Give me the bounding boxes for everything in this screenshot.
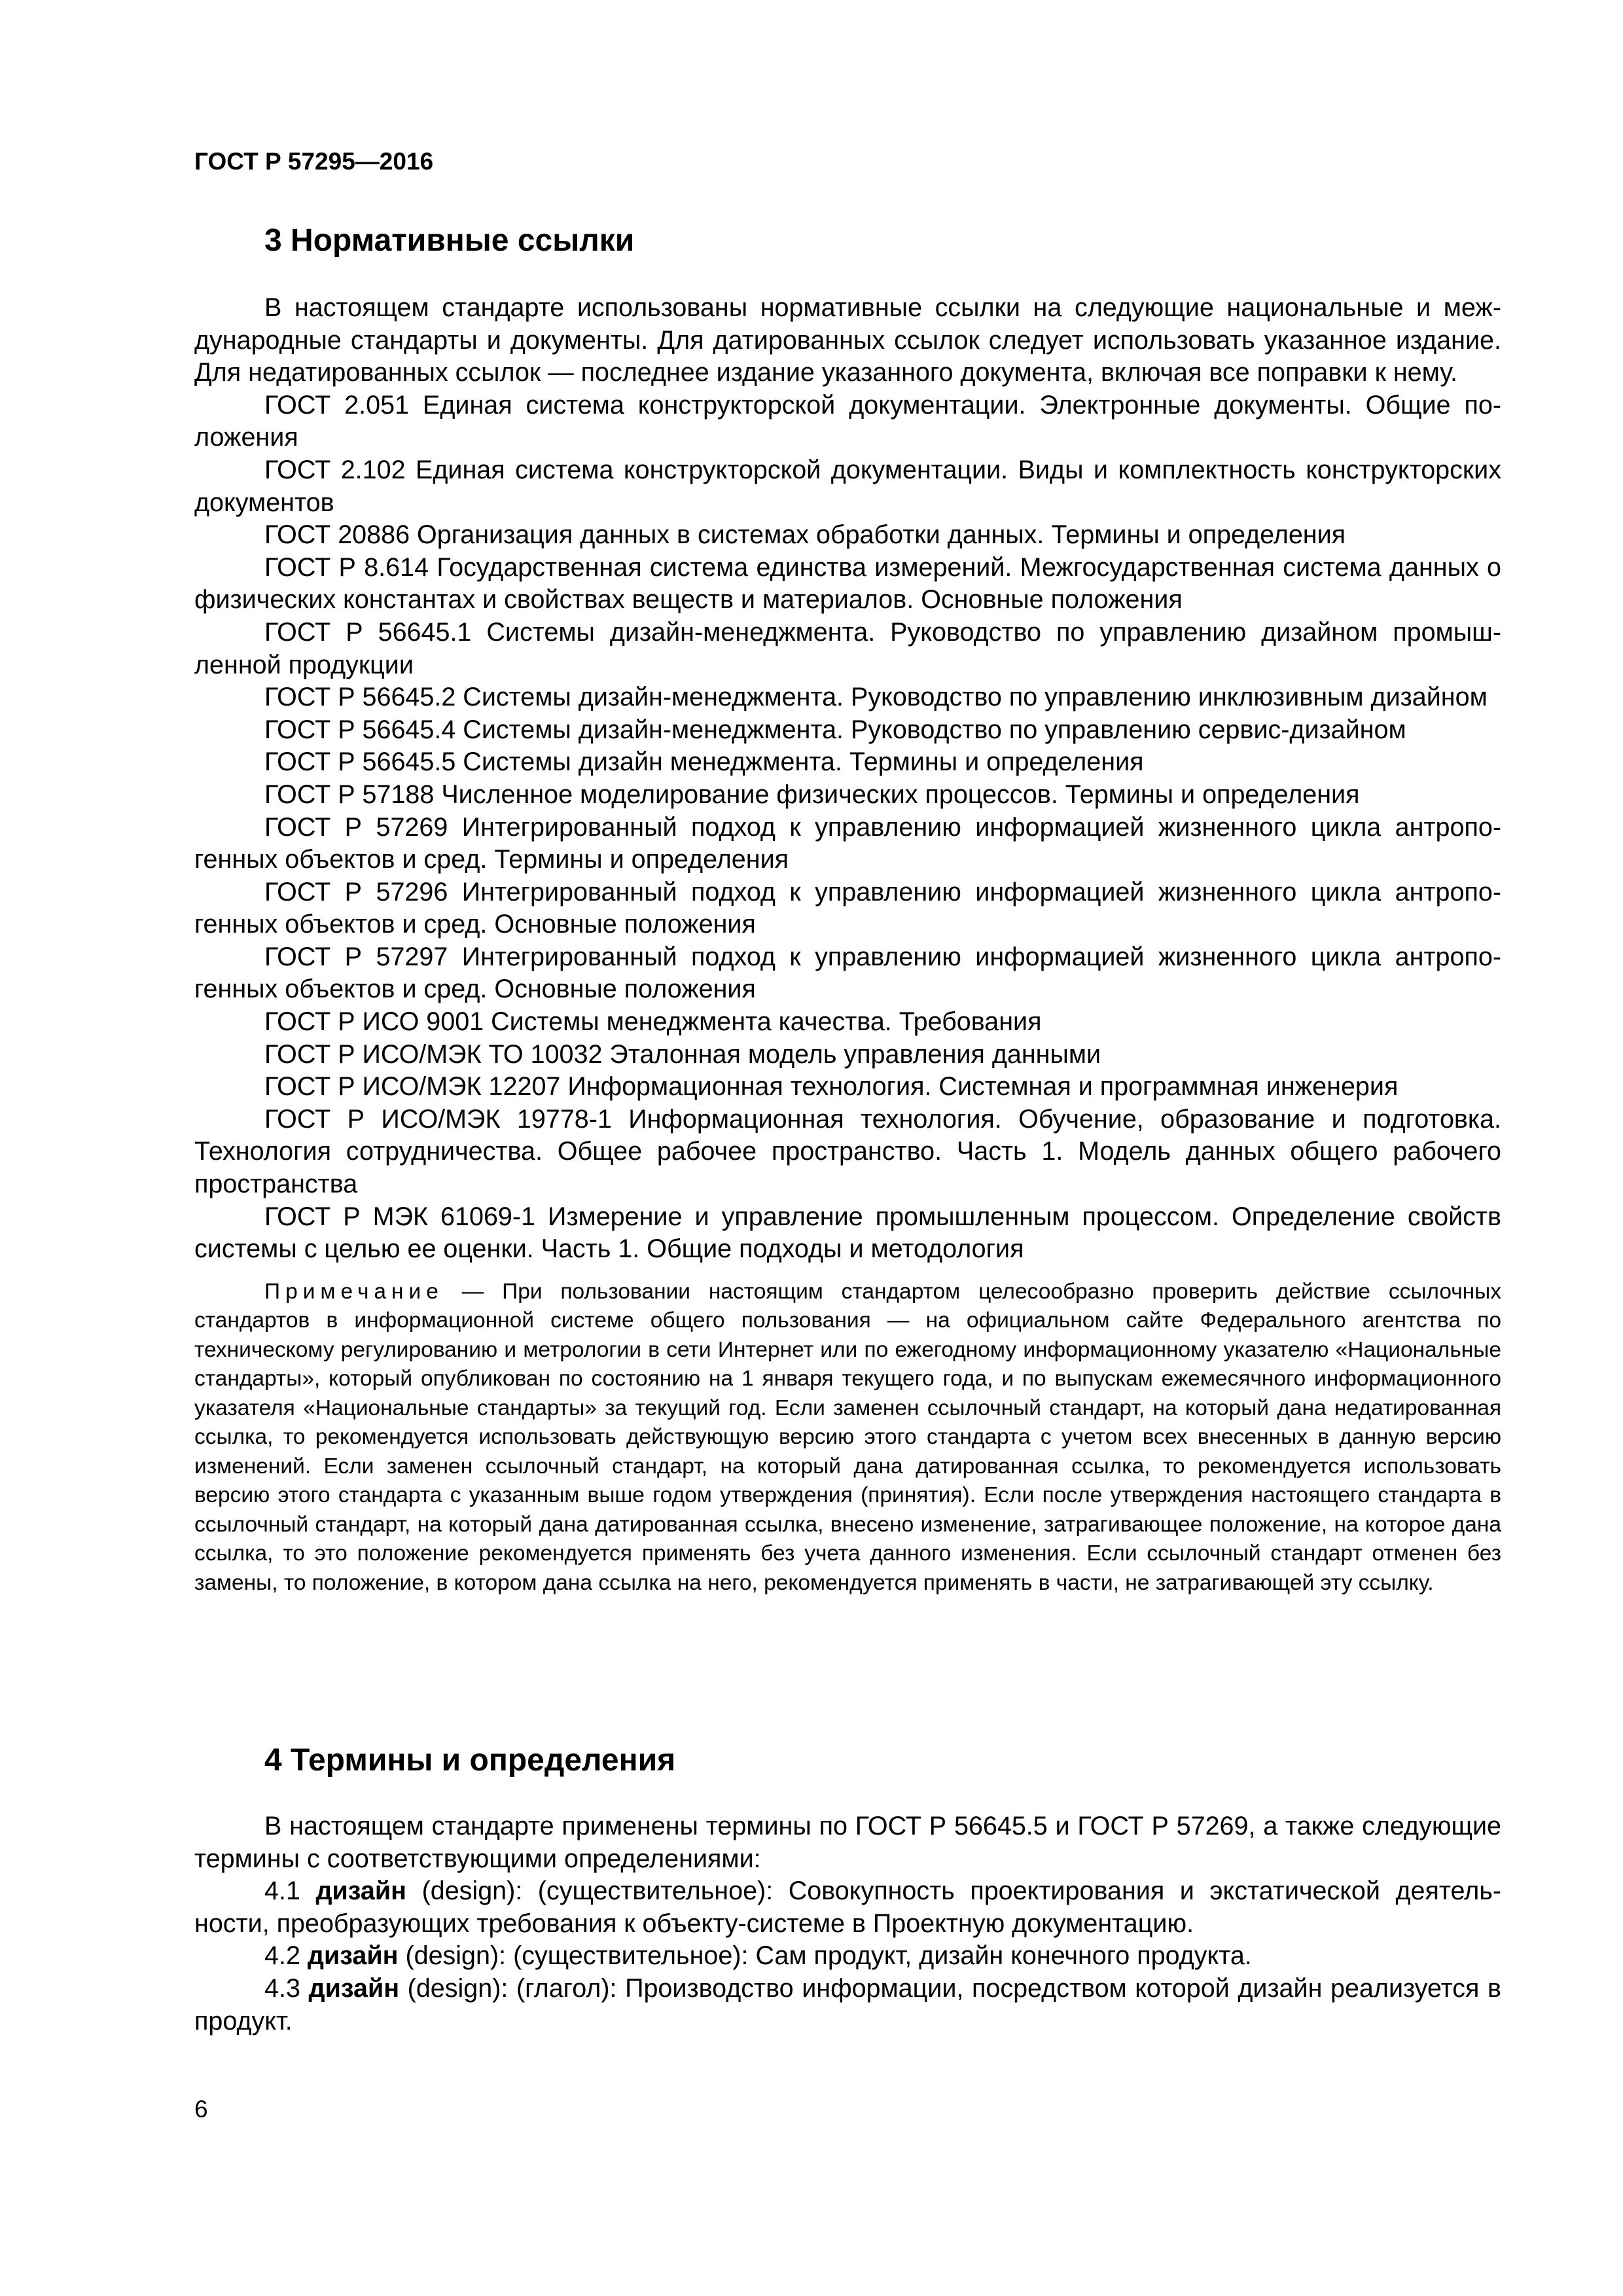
reference-item: ГОСТ Р ИСО 9001 Системы менеджмента качества. Требования [264,1007,1042,1037]
reference-item: ГОСТ Р 57296 Интегрированный подход к управлению информацией жизненного цикла антропогенных объектов и сред. Основные положения [194,877,1501,939]
term-entry [194,1973,1501,2037]
reference-item: ГОСТ Р ИСО/МЭК ТО 10032 Эталонная модель управления данными [264,1039,1101,1069]
reference-item: ГОСТ Р 56645.4 Системы дизайн-менеджмента. Руководство по управлению сервис-дизайном [264,715,1406,744]
reference-item: ГОСТ Р 56645.5 Системы дизайн менеджмента. Термины и определения [264,747,1144,777]
term-name: дизайн [308,1973,400,2003]
reference-item: ГОСТ Р МЭК 61069-1 Измерение и управление промышленным процессом. Определение свойств системы с целью ее оценки. Часть 1. Общие подходы и методология [194,1202,1501,1264]
section-normative-references [194,221,1501,1598]
term-number: 4.3 [264,1973,309,2003]
term-definition: (design): (существительное): Совокупность проектирования и экстатической деятельности, преобразующих требования к объекту-системе в Проектную документацию. [194,1876,1501,1938]
reference-item: ГОСТ Р 8.614 Государственная система единства измерений. Межгосударственная система данных о физических константах и свойствах веществ и материалов. Основные положения [194,552,1501,615]
reference-item: ГОСТ Р 56645.2 Системы дизайн-менеджмента. Руководство по управлению инклюзивным дизайном [264,683,1488,712]
note-label: Примечание [264,1279,444,1304]
paragraph: В настоящем стандарте применены термины по ГОСТ Р 56645.5 и ГОСТ Р 57269, а также следующие термины с соответствующими определениями: [194,1812,1501,1873]
term-definition: (design): (существительное): Сам продукт, дизайн конечного продукта. [398,1941,1252,1971]
section-title: 3 Нормативные ссылки [264,223,635,258]
term-number: 4.2 [264,1941,308,1971]
reference-item: ГОСТ Р 57188 Численное моделирование физических процессов. Термины и определения [264,780,1360,809]
paragraph: В настоящем стандарте использованы нормативные ссылки на следующие национальные и международные стандарты и документы. Для датированных ссылок следует использовать указанное издание. Для недатированных ссылок — последнее издание указанного документа, включая все поправки к нему. [194,293,1501,387]
reference-item: ГОСТ Р ИСО/МЭК 12207 Информационная технология. Системная и программная инженерия [264,1072,1399,1102]
reference-item: ГОСТ Р 56645.1 Системы дизайн-менеджмента. Руководство по управлению дизайном промышленной продукции [194,617,1501,679]
term-number: 4.1 [264,1876,316,1906]
term-name: дизайн [315,1876,407,1906]
term-entry [194,1940,1501,1973]
note [194,1278,1501,1598]
document-number-header: ГОСТ Р 57295—2016 [194,148,434,175]
term-definition: (design): (глагол): Производство информации, посредством которой дизайн реализуется в продукт. [194,1973,1502,2036]
section-terms-and-definitions [194,1741,1501,2037]
page-number: 6 [194,2096,208,2123]
reference-item: ГОСТ 20886 Организация данных в системах обработки данных. Термины и определения [264,520,1346,550]
term-name: дизайн [307,1941,399,1971]
reference-item: ГОСТ Р ИСО/МЭК 19778-1 Информационная технология. Обучение, образование и подготовка. Технология сотрудничества. Общее рабочее пространство. Часть 1. Модель данных общего рабочего пространства [194,1104,1501,1199]
reference-item: ГОСТ 2.051 Единая система конструкторской документации. Электронные документы. Общие положения [194,390,1501,452]
reference-item: ГОСТ Р 57269 Интегрированный подход к управлению информацией жизненного цикла антропогенных объектов и сред. Термины и определения [194,812,1501,874]
term-entry [194,1875,1501,1940]
reference-item: ГОСТ 2.102 Единая система конструкторской документации. Виды и комплектность конструкторских документов [194,455,1501,517]
reference-item: ГОСТ Р 57297 Интегрированный подход к управлению информацией жизненного цикла антропогенных объектов и сред. Основные положения [194,942,1501,1004]
note-text: — При пользовании настоящим стандартом целесообразно проверить действие ссылочных стандартов в информационной системе общего пользования — на официальном сайте Федерального агентства по техническому регулированию и метрологии в сети Интернет или по ежегодному информационному указателю «Национальные стандарты», который опубликован по состоянию на 1 января текущего года, и по выпускам ежемесячного информационного указателя «Национальные стандарты» за текущий год. Если заменен ссылочный стандарт, на который дана недатированная ссылка, то рекомендуется использовать действующую версию этого стандарта с учетом всех внесенных в данную версию изменений. Если заменен ссылочный стандарт, на который дана датированная ссылка, то рекомендуется использовать версию этого стандарта с указанным выше годом утверждения (принятия). Если после утверждения настоящего стандарта в ссылочный стандарт, на который дана датированная ссылка, внесено изменение, затрагивающее положение, на которое дана ссылка, то это положение рекомендуется применять без учета данного изменения. Если ссылочный стандарт отменен без замены, то положение, в котором дана ссылка на него, рекомендуется применять в части, не затрагивающей эту ссылку. [194,1279,1501,1595]
section-title: 4 Термины и определения [264,1743,676,1778]
